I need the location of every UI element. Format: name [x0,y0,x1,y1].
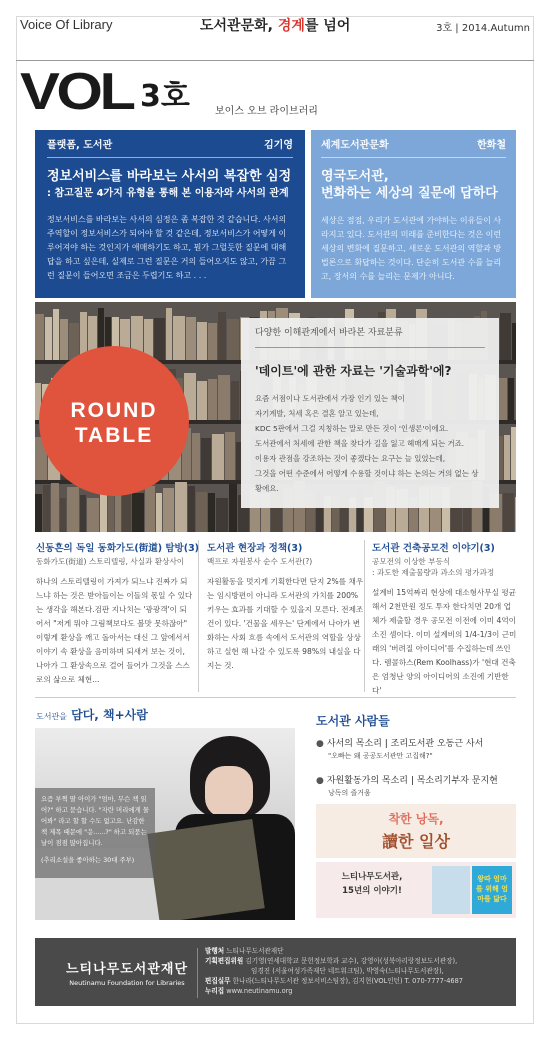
feature-right-title-line1: 영국도서관, [321,169,389,184]
theme-after: 를 넘어 [304,18,351,34]
people-item-sub: 낭독의 즐거움 [328,789,371,797]
book-spine [218,375,230,420]
promo-line-1: 착한 낭독, [388,812,444,826]
feature-right-body: 세상은 점점, 우리가 도서관에 가야하는 이유들이 사라지고 있다. 도서관의 미래를 준비한다는 것은 이런 세상의 변화에 질문하고, 새로운 도서관의 역할과 방법론으로 화답하는 것이다. 단순히 도서관 수를 늘리고, 장서의 수를 늘리는 문제가 아니다. [321,216,502,281]
book-spine [132,493,144,532]
rt-line: 요즘 서점이나 도서관에서 가장 인기 있는 책이 [255,394,405,403]
badge-line-2: TABLE [74,424,154,447]
feature-left-author: 김기영 [264,140,293,151]
rt-line: 이용자 관점을 강조하는 것이 좋겠다는 요구는 늘 있었는데, [255,454,446,463]
people-list [316,734,516,798]
book-spine [227,319,239,360]
book-spine [80,495,86,532]
book-spine [515,497,516,532]
book-spine [216,498,228,532]
book-spine [43,485,50,532]
people-item-line: 사서의 목소리 | 조리도서관 오동근 사서 [326,739,484,749]
column-1-heading: 신동흔의 독일 동화가도(街道) 탐방(3) [36,543,200,554]
rt-line: 그것을 어떤 수준에서 어떻게 수용할 것이냐 하는 논의는 거의 없는 상황에요. [255,469,479,493]
editor-label: 편집실무 [205,977,231,985]
foundation-logo[interactable] [47,958,207,987]
column-2-heading: 도서관 현장과 정책(3) [207,543,303,554]
book-spine [173,316,185,360]
photo-book [147,819,264,920]
feature-left-header [47,130,293,158]
book-spine [166,308,172,360]
rt-line: KDC 5판에서 그걸 지칭하는 말로 만든 것이 '인생론'이에요. [255,424,449,433]
reading-photo[interactable] [35,728,295,920]
book-cover-image: 왕따 엄마를 위해 엄마를 닮다 [472,866,512,914]
vol-number: 3호 [140,79,190,114]
round-table-card [241,318,499,508]
theme-accent: 경계 [277,18,305,34]
book-spine [145,486,155,532]
feature-right[interactable] [311,130,516,298]
book-spine [35,314,44,360]
book-spine [229,484,237,532]
caption-text: 요즘 부쩍 딸 아이가 "엄마, 무슨 책 읽어?" 하고 묻습니다. "자란 머리에게 물어봐" 라고 할 할 수도 없고요. 난감한 책 제목 때문에 "응......?" 하고 되묻는 날이 점점 많아집니다. [41,795,149,847]
feature-left-subtitle: : 참고질문 4가지 유형을 통해 본 이용자와 사서의 관계 [47,188,289,199]
bullet-icon: ● [316,776,324,786]
round-table-kicker: 다양한 이해관계에서 바라본 자료분류 [255,318,485,348]
theme-before: 도서관문화, [200,18,273,34]
caption-credit: (추리소설을 좋아하는 30대 주부) [41,856,135,864]
book-spine [60,319,68,360]
anniversary-promo[interactable] [316,862,516,918]
feature-left-title: 정보서비스를 바라보는 사서의 복잡한 심정 [47,169,292,184]
editor: 한나라(느티나무도서관 정보서비스팀장), 김지현(VOL인턴) T. 070-7777-4687 [232,977,463,985]
book-spine [115,490,121,532]
book-spine [108,494,114,532]
web-label: 누리집 [205,987,225,995]
column-1-body: 하나의 스토리텔링이 가져가 되느냐 진짜가 되느냐 하는 것은 받아들이는 이들의 몫일 수 있다는 생각을 해본다.검판 지나치는 '광광객'이 되어서 "저게 뭐야 그림책보다도 볼맛 못하잖아" 이렇게 환상을 깨고 돌아서는 대신 그 앞에서서 이야기 속 환상을 음미하며 되새겨 보는 것이, 나아가 그 환상속으로 걸어 들어가 그것을 스스로의 삶으로 체현... [36,577,193,684]
book-spine [208,323,217,360]
round-table-badge-text [39,398,189,448]
round-table-title: '데이트'에 관한 자료는 '기술과학'에? [255,364,452,378]
people-item[interactable] [316,773,516,798]
feature-right-title [321,168,506,202]
issue-theme [200,15,350,35]
book-spine [511,427,516,480]
column-divider [198,540,199,692]
column-1[interactable] [36,540,200,687]
column-3-heading: 도서관 건축공모전 이야기(3) [372,543,495,554]
rt-line: 자기계발, 처세 혹은 결혼 알고 있는데, [255,409,379,418]
anniv-line-1: 느티나무도서관, [341,872,403,882]
book-spine [67,487,79,532]
column-3[interactable] [372,540,518,698]
people-item[interactable] [316,736,516,761]
people-item-sub: "오빠는 왜 공공도서관만 고집해?" [328,752,433,760]
book-spine [186,317,196,360]
book-spine [225,432,235,480]
book-spine [197,322,207,360]
book-spine [175,482,187,532]
book-spine [512,323,516,360]
book-spine [45,317,52,360]
round-table-section[interactable] [35,302,516,532]
book-spine [87,498,99,532]
committee-2: 임경진 (서울여성가족재단 네트워크팀), 박영숙(느티나무도서관장), [251,967,444,975]
column-3-subtitle: 공모전의 이상한 부등식 : 과도한 제출물량과 과소의 평가과정 [372,557,495,577]
logo-korean: 느티나무도서관재단 [65,962,189,977]
book-spine [201,438,211,480]
book-spine [196,492,207,532]
round-table-body [255,391,485,496]
feature-right-header [321,130,506,158]
column-2-body: 자원활동을 멋지게 기획한다면 단지 2%를 채우는 임시방편이 아니라 도서관의 가치를 200% 키우는 효과를 기대할 수 있을지 모른다. 전제조건이 있다. '건물을 세우는' 단계에서 나아가 변화하는 사회 흐름 속에서 도서관의 역할을 상상하고 실현 해 나갈 수 있도록 98%의 내실을 다지는 것. [207,577,364,670]
bullet-icon: ● [316,739,324,749]
book-spine [500,313,511,360]
dam-heading [36,706,148,723]
book-spine [192,433,200,480]
book-spine [53,309,59,360]
feature-right-title-line2: 변화하는 세상의 질문에 답하다 [321,186,498,201]
book-spine [503,493,514,532]
column-1-subtitle: 동화가도(街道) 스토리텔링, 사실과 환상사이 [36,557,185,566]
book-cover-image [432,866,470,914]
book-spine [188,486,195,532]
book-spine [208,493,215,532]
photo-caption [35,788,155,878]
section-divider [35,697,516,698]
publisher-label: 발행처 [205,947,225,955]
book-spine [515,368,516,420]
book-spine [231,381,239,420]
book-spine [208,379,217,420]
people-item-line: 자원활동가의 목소리 | 목소리기부자 문지현 [326,776,498,786]
footer [35,938,516,1006]
column-2-subtitle: 백프로 자원봉사 순수 도서관(?) [207,557,313,566]
header-divider [16,60,534,61]
feature-left[interactable] [35,130,305,298]
brand-label: Voice Of Library [20,17,113,32]
column-divider [364,540,365,692]
anniversary-text [322,870,422,898]
book-spine [218,312,226,360]
feature-right-author: 한화철 [477,140,506,151]
book-spine [35,494,42,532]
badge-line-1: ROUND [70,399,158,422]
rt-line: 도서관에서 처세에 관한 책을 찾다가 길을 잃고 헤매게 되는 거죠. [255,439,465,448]
column-3-body: 설계비 15억짜리 현상에 대소형사무실 평균해서 2천만원 정도 투자 한다치면 20개 업체가 제출할 경우 공모전 이전에 이미 4억이 소진 셈이다. 이미 설계비의 1/4-1/3이 근미래의 '버려질 아이디어'를 수집하는데 쓰인다. 렘콜하스(Rem Koolhass)가 '현대 건축은 엄청난 양의 아이디어의 소진에 기반한다' [372,588,517,695]
feature-right-section: 세계도서관문화 [321,140,389,151]
vol-logo: VOL [20,63,133,121]
book-spine [504,435,510,480]
logo-english: Neutinamu Foundation for Libraries [69,979,185,987]
book-spine [212,434,224,480]
book-spine [154,318,165,360]
footer-info [205,946,463,996]
reading-promo[interactable] [316,804,516,858]
issue-info: 3호 | 2014.Autumn [436,23,530,34]
footer-divider [197,948,198,998]
book-spine [60,498,66,532]
dam-small: 도서관을 [36,712,67,721]
book-spine [163,488,174,532]
committee: 김기영(연세대학교 문헌정보학과 교수), 강영아(성북아리랑정보도서관장), [245,957,458,965]
people-heading: 도서관 사람들 [316,714,390,728]
publisher: 느티나무도서관재단 [226,947,284,955]
book-spine [51,483,59,532]
promo-line-2: 讀한 일상 [382,832,450,851]
column-2[interactable] [207,540,365,673]
feature-left-section: 플랫폼, 도서관 [47,140,113,151]
dam-title: 담다, 책+사람 [71,708,148,722]
website-link[interactable]: www.neutinamu.org [226,987,293,995]
photo-face [205,766,253,818]
book-spine [197,381,207,420]
anniv-line-2: 15년의 이야기! [342,886,402,896]
publication-subtitle: 보이스 오브 라이브러리 [215,106,318,117]
book-spine [156,493,162,532]
committee-label: 기획편집위원 [205,957,244,965]
book-spine [508,378,514,420]
feature-left-body: 정보서비스를 바라보는 사서의 심정은 좀 복잡한 것 같습니다. 사서의 주역할이 정보서비스가 되어야 할 것 같은데, 정보서비스가 어떻게 이루어져야 하는 것인지가 애매하기도 하고, 뭔가 그럴듯한 질문에 대해 답을 하고 싶은데, 실제로 그런 질문은 거의 들어오지도 않고, 가끔 그런 질문이 들어오면 조금은 두렵기도 하고 . . . [47,215,287,280]
